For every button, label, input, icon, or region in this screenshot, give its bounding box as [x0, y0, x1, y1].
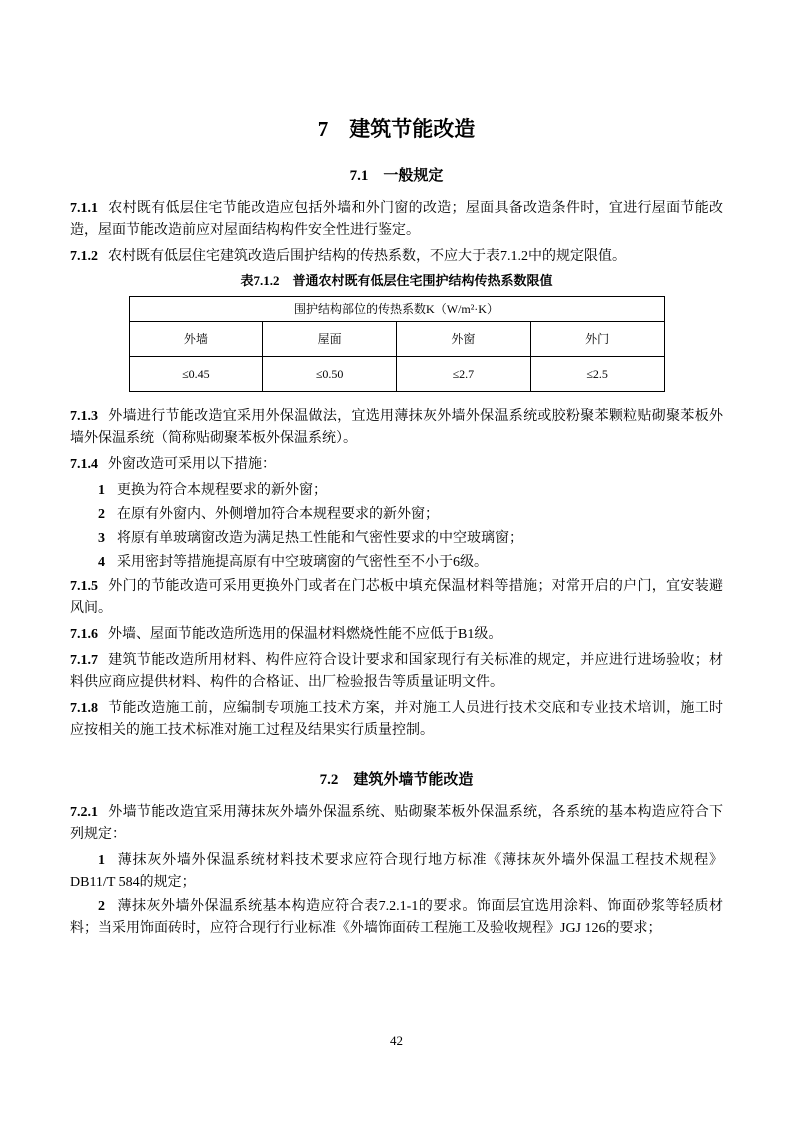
subitem-7-2-1-1 [70, 850, 723, 894]
table-header-cell: 围护结构部位的传热系数K（W/m²·K） [129, 297, 664, 322]
table-7-1-2 [129, 296, 665, 392]
clause-text: 农村既有低层住宅建筑改造后围护结构的传热系数，不应大于表7.1.2中的规定限值。 [108, 249, 626, 264]
subitem-number: 1 [98, 853, 105, 868]
table-7-1-2-block [70, 272, 723, 392]
clause-text: 农村既有低层住宅节能改造应包括外墙和外门窗的改造；屋面具备改造条件时，宜进行屋面节能改造，屋面节能改造前应对屋面结构构件安全性进行鉴定。 [70, 201, 723, 238]
table-part-exterior-window: 外窗 [397, 322, 531, 357]
table-part-exterior-wall: 外墙 [129, 322, 263, 357]
clause-text: 节能改造施工前，应编制专项施工技术方案，并对施工人员进行技术交底和专业技术培训，施工时应按相关的施工技术标准对施工过程及结果实行质量控制。 [70, 701, 723, 738]
subitem-number: 1 [98, 483, 105, 498]
section-heading-7-1: 7.1 一般规定 [349, 168, 444, 184]
clause-text: 建筑节能改造所用材料、构件应符合设计要求和国家现行有关标准的规定，并应进行进场验收；材料供应商应提供材料、构件的合格证、出厂检验报告等质量证明文件。 [70, 653, 723, 690]
clause-7-1-2 [70, 246, 723, 268]
table-value-exterior-door: ≤2.5 [530, 357, 664, 392]
subitem-text: 薄抹灰外墙外保温系统材料技术要求应符合现行地方标准《薄抹灰外墙外保温工程技术规程》DB11/T 584的规定； [70, 853, 723, 890]
clause-number: 7.1.6 [70, 627, 98, 642]
chapter-title: 7 建筑节能改造 [317, 117, 476, 141]
table-caption: 表7.1.2 普通农村既有低层住宅围护结构传热系数限值 [240, 273, 553, 288]
clause-number: 7.1.8 [70, 701, 98, 716]
clause-number: 7.1.4 [70, 457, 98, 472]
clause-text: 外墙、屋面节能改造所选用的保温材料燃烧性能不应低于B1级。 [108, 627, 503, 642]
section-heading-7-2: 7.2 建筑外墙节能改造 [319, 772, 474, 788]
subitem-number: 2 [98, 507, 105, 522]
clause-7-1-3 [70, 406, 723, 450]
table-part-exterior-door: 外门 [530, 322, 664, 357]
clause-7-2-1 [70, 802, 723, 846]
clause-7-1-5 [70, 576, 723, 620]
subitem-number: 3 [98, 531, 105, 546]
clause-text: 外门的节能改造可采用更换外门或者在门芯板中填充保温材料等措施；对常开启的户门，宜安装避风间。 [70, 579, 723, 616]
clause-text: 外墙进行节能改造宜采用外保温做法，宜选用薄抹灰外墙外保温系统或胶粉聚苯颗粒贴砌聚苯板外墙外保温系统（简称贴砌聚苯板外保温系统）。 [70, 409, 723, 446]
clause-7-1-7 [70, 650, 723, 694]
clause-number: 7.1.7 [70, 653, 98, 668]
table-value-roof: ≤0.50 [263, 357, 397, 392]
subitem-text: 薄抹灰外墙外保温系统基本构造应符合表7.2.1-1的要求。饰面层宜选用涂料、饰面砂浆等轻质材料；当采用饰面砖时，应符合现行行业标准《外墙饰面砖工程施工及验收规程》JGJ 126的要求； [70, 899, 723, 936]
subitem-text: 将原有单玻璃窗改造为满足热工性能和气密性要求的中空玻璃窗； [117, 531, 523, 546]
table-value-exterior-window: ≤2.7 [397, 357, 531, 392]
subitem-7-1-4-3 [70, 528, 723, 550]
subitem-7-1-4-1 [70, 480, 723, 502]
subitem-7-2-1-2 [70, 896, 723, 940]
clause-number: 7.1.1 [70, 201, 98, 216]
clause-number: 7.2.1 [70, 805, 98, 820]
clause-7-1-8 [70, 698, 723, 742]
subitem-text: 更换为符合本规程要求的新外窗； [117, 483, 327, 498]
table-value-exterior-wall: ≤0.45 [129, 357, 263, 392]
clause-7-1-1 [70, 198, 723, 242]
clause-number: 7.1.2 [70, 249, 98, 264]
clause-text: 外窗改造可采用以下措施： [108, 457, 276, 472]
table-part-roof: 屋面 [263, 322, 397, 357]
page-number: 42 [390, 1033, 403, 1048]
subitem-text: 采用密封等措施提高原有中空玻璃窗的气密性至不小于6级。 [117, 555, 488, 570]
clause-text: 外墙节能改造宜采用薄抹灰外墙外保温系统、贴砌聚苯板外保温系统，各系统的基本构造应符合下列规定： [70, 805, 723, 842]
clause-7-1-6 [70, 624, 723, 646]
clause-number: 7.1.3 [70, 409, 98, 424]
subitem-number: 2 [98, 899, 105, 914]
subitem-7-1-4-4 [70, 552, 723, 574]
clause-number: 7.1.5 [70, 579, 98, 594]
subitem-text: 在原有外窗内、外侧增加符合本规程要求的新外窗； [117, 507, 439, 522]
subitem-number: 4 [98, 555, 105, 570]
clause-7-1-4 [70, 454, 723, 476]
subitem-7-1-4-2 [70, 504, 723, 526]
